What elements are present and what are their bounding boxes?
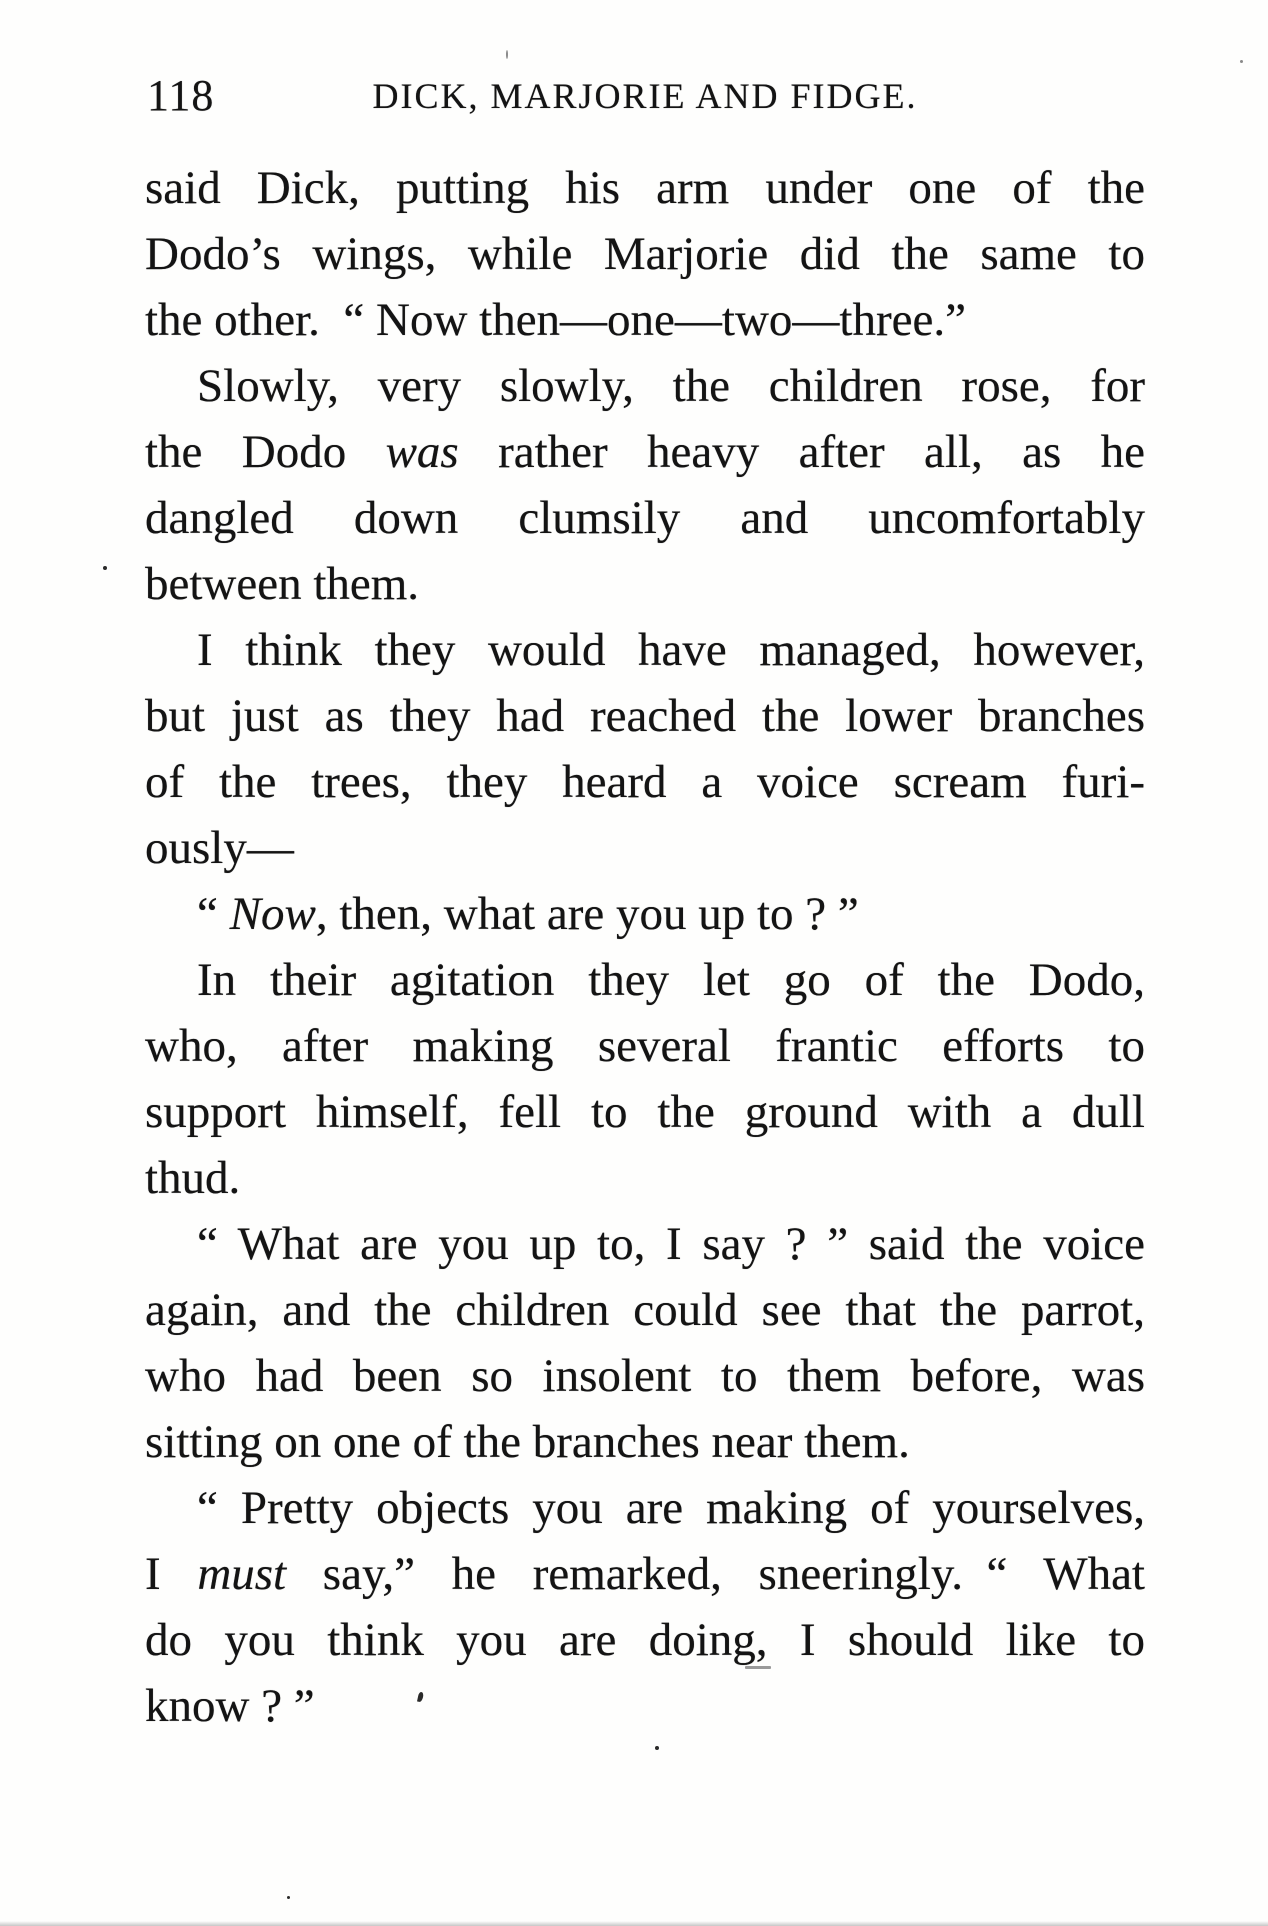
text-segment: the Dodo bbox=[145, 426, 386, 478]
text-segment: I think they would have managed, however, bbox=[197, 624, 1145, 676]
text-line bbox=[145, 1013, 1145, 1079]
running-title: DICK, MARJORIE AND FIDGE. bbox=[372, 76, 918, 116]
text-line bbox=[145, 1145, 1145, 1211]
text-line bbox=[145, 485, 1145, 551]
text-line bbox=[145, 947, 1145, 1013]
italic-text-segment: must bbox=[197, 1548, 287, 1600]
text-segment: but just as they had reached the lower branches bbox=[145, 690, 1145, 742]
italic-text-segment: Now bbox=[229, 888, 316, 940]
scan-speck bbox=[506, 50, 508, 59]
text-segment: between them. bbox=[145, 558, 420, 610]
text-segment: rather heavy after all, as he bbox=[458, 426, 1145, 478]
text-segment: I bbox=[145, 1548, 198, 1600]
text-segment: dangled down clumsily and uncomfortably bbox=[145, 492, 1145, 544]
text-line bbox=[145, 815, 1145, 881]
text-line bbox=[145, 1343, 1145, 1409]
text-line bbox=[145, 353, 1145, 419]
text-line bbox=[145, 1409, 1145, 1475]
text-line bbox=[145, 881, 1145, 947]
text-segment: know ? ” bbox=[145, 1680, 315, 1732]
scan-speck bbox=[745, 1666, 771, 1669]
scan-speck bbox=[655, 1746, 659, 1750]
text-line bbox=[145, 1079, 1145, 1145]
scan-speck bbox=[1240, 60, 1243, 63]
text-segment: support himself, fell to the ground with a dull bbox=[145, 1086, 1145, 1138]
text-line bbox=[145, 155, 1145, 221]
text-line bbox=[145, 1211, 1145, 1277]
text-segment: say,” he remarked, sneeringly. “ What bbox=[286, 1548, 1145, 1600]
text-line bbox=[145, 287, 1145, 353]
text-line bbox=[145, 749, 1145, 815]
scan-speck bbox=[287, 1896, 290, 1899]
text-line bbox=[145, 683, 1145, 749]
text-line bbox=[145, 1277, 1145, 1343]
page-number: 118 bbox=[147, 71, 215, 120]
text-line bbox=[145, 1541, 1145, 1607]
text-line bbox=[145, 1475, 1145, 1541]
scan-edge bbox=[0, 1921, 1268, 1926]
text-segment: “ bbox=[197, 888, 230, 940]
text-segment: sitting on one of the branches near them. bbox=[145, 1416, 910, 1468]
text-line bbox=[145, 1607, 1145, 1673]
text-segment: “ Pretty objects you are making of yourselves, bbox=[197, 1482, 1145, 1534]
text-line bbox=[145, 419, 1145, 485]
text-segment: Dodo’s wings, while Marjorie did the same to bbox=[145, 228, 1145, 280]
text-line bbox=[145, 221, 1145, 287]
text-segment: of the trees, they heard a voice scream furi- bbox=[145, 756, 1145, 808]
text-segment: who, after making several frantic efforts to bbox=[145, 1020, 1145, 1072]
scan-speck bbox=[103, 566, 107, 570]
text-segment: said Dick, putting his arm under one of the bbox=[145, 162, 1145, 214]
text-segment: In their agitation they let go of the Dodo, bbox=[197, 954, 1145, 1006]
text-segment: again, and the children could see that the parrot, bbox=[145, 1284, 1145, 1336]
text-segment: who had been so insolent to them before, was bbox=[145, 1350, 1145, 1402]
text-segment: ously— bbox=[145, 822, 294, 874]
text-segment: “ What are you up to, I say ? ” said the voice bbox=[197, 1218, 1145, 1270]
text-segment: Slowly, very slowly, the children rose, for bbox=[197, 360, 1145, 412]
text-segment: , then, what are you up to ? ” bbox=[315, 888, 859, 940]
text-segment: the other. “ Now then—one—two—three.” bbox=[145, 294, 966, 346]
text-line bbox=[145, 1673, 1145, 1739]
text-segment: do you think you are doing, I should like to bbox=[145, 1614, 1145, 1666]
page-header bbox=[145, 71, 1145, 120]
text-line bbox=[145, 617, 1145, 683]
italic-text-segment: was bbox=[385, 426, 459, 478]
text-segment: thud. bbox=[145, 1152, 241, 1204]
body-text bbox=[145, 155, 1145, 1739]
text-line bbox=[145, 551, 1145, 617]
